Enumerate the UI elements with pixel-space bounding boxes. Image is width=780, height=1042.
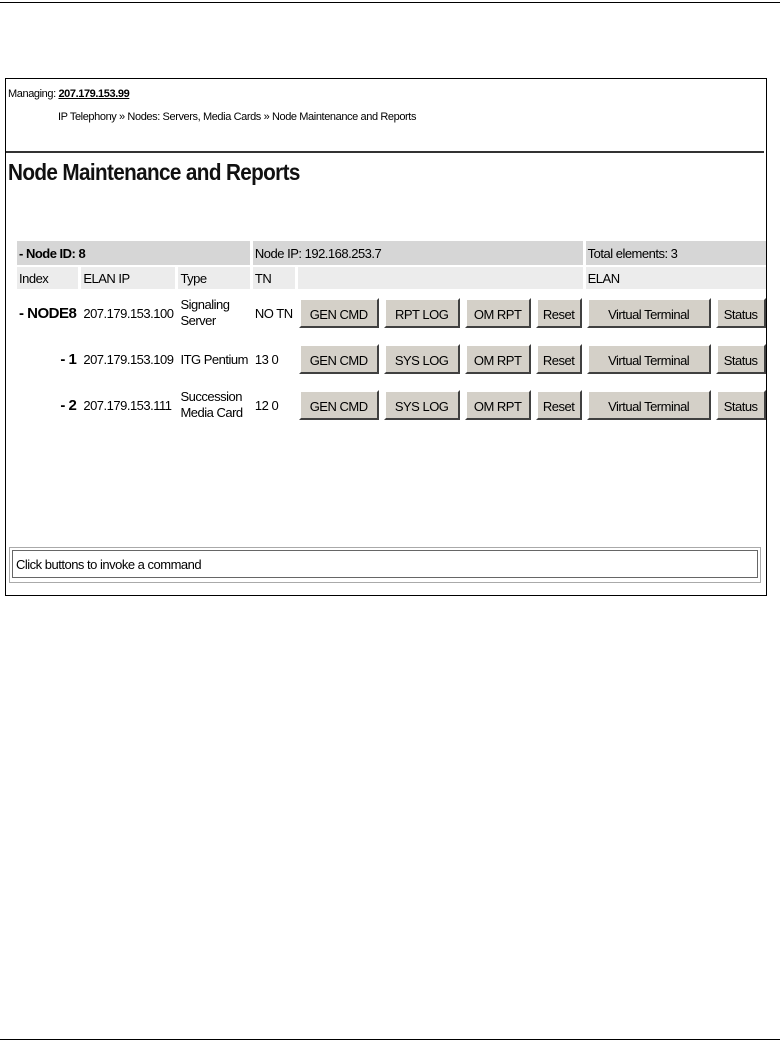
- rpt-log-button[interactable]: RPT LOG: [384, 298, 460, 328]
- row-index[interactable]: - 2: [60, 396, 77, 414]
- om-rpt-button[interactable]: OM RPT: [465, 298, 531, 328]
- table-row: [17, 383, 767, 427]
- status-bar: [9, 547, 761, 583]
- page-title: Node Maintenance and Reports: [8, 159, 300, 185]
- column-header-row: [17, 267, 767, 289]
- node-table: [14, 239, 767, 429]
- col-type: Type: [178, 267, 249, 289]
- node-id-toggle[interactable]: - Node ID: 8: [17, 241, 250, 265]
- top-rule: [0, 2, 780, 3]
- col-elan-ip: ELAN IP: [81, 267, 175, 289]
- table-row: [17, 337, 767, 381]
- gen-cmd-button[interactable]: GEN CMD: [299, 390, 379, 420]
- table-row: [17, 291, 767, 335]
- status-button[interactable]: Status: [716, 344, 766, 374]
- virtual-terminal-button[interactable]: Virtual Terminal: [587, 298, 711, 328]
- row-tn: 12 0: [254, 397, 279, 413]
- col-tn: TN: [253, 267, 295, 289]
- om-rpt-button[interactable]: OM RPT: [465, 344, 531, 374]
- col-elan: ELAN: [586, 267, 767, 289]
- row-elan-ip: 207.179.153.109: [83, 351, 174, 367]
- screenshot-frame: [5, 78, 767, 596]
- managing-ip-link[interactable]: 207.179.153.99: [58, 88, 130, 100]
- virtual-terminal-button[interactable]: Virtual Terminal: [587, 390, 711, 420]
- row-tn: NO TN: [254, 305, 293, 321]
- gen-cmd-button[interactable]: GEN CMD: [299, 344, 379, 374]
- reset-button[interactable]: Reset: [536, 344, 582, 374]
- reset-button[interactable]: Reset: [536, 390, 582, 420]
- status-message: Click buttons to invoke a command: [12, 550, 758, 578]
- reset-button[interactable]: Reset: [536, 298, 582, 328]
- total-elements: Total elements: 3: [586, 241, 767, 265]
- virtual-terminal-button[interactable]: Virtual Terminal: [587, 344, 711, 374]
- row-tn: 13 0: [254, 351, 279, 367]
- col-blank: [298, 267, 583, 289]
- row-type: Signaling Server: [180, 297, 230, 328]
- row-type: ITG Pentium: [180, 351, 248, 367]
- status-button[interactable]: Status: [716, 298, 766, 328]
- om-rpt-button[interactable]: OM RPT: [465, 390, 531, 420]
- node-ip: Node IP: 192.168.253.7: [253, 241, 583, 265]
- sys-log-button[interactable]: SYS LOG: [384, 344, 460, 374]
- managing-label: Managing:: [8, 88, 56, 100]
- row-type: Succession Media Card: [180, 389, 243, 420]
- row-index[interactable]: - 1: [60, 350, 77, 368]
- row-elan-ip: 207.179.153.100: [83, 305, 174, 321]
- col-index: Index: [17, 267, 78, 289]
- gen-cmd-button[interactable]: GEN CMD: [299, 298, 379, 328]
- sys-log-button[interactable]: SYS LOG: [384, 390, 460, 420]
- title-divider: [6, 151, 764, 153]
- node-header-row: [17, 241, 767, 265]
- bottom-rule: [0, 1039, 780, 1040]
- row-index[interactable]: - NODE8: [19, 304, 77, 322]
- row-elan-ip: 207.179.153.111: [83, 397, 172, 413]
- breadcrumb: IP Telephony » Nodes: Servers, Media Cards » Node Maintenance and Reports: [58, 111, 417, 123]
- managing-line: [8, 88, 129, 100]
- status-button[interactable]: Status: [716, 390, 766, 420]
